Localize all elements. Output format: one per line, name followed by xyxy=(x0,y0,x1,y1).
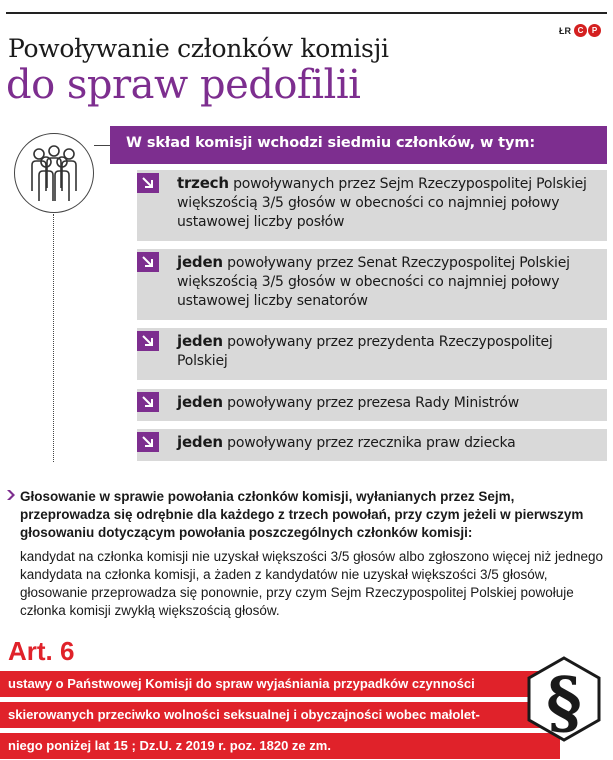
credit-logo-letter: P xyxy=(588,24,601,37)
article-line: niego poniżej lat 15 ; Dz.U. z 2019 r. poz. 1820 ze zm. xyxy=(0,733,560,759)
article-line: ustawy o Państwowej Komisji do spraw wyjaśniania przypadków czynności xyxy=(0,671,560,697)
people-group-icon xyxy=(14,133,94,213)
member-item xyxy=(137,249,607,320)
member-description: powoływanych przez Sejm Rzeczypospolitej Polskiej większością 3/5 głosów w obecności co najmniej połowy ustawowej liczby posłów xyxy=(177,176,587,230)
credit-logo xyxy=(574,24,601,37)
top-rule xyxy=(6,12,607,14)
member-count: jeden xyxy=(177,433,223,451)
member-text xyxy=(177,328,607,380)
member-description: powoływany przez rzecznika praw dziecka xyxy=(222,435,516,451)
arrow-down-right-icon xyxy=(137,331,159,351)
member-count: jeden xyxy=(177,332,223,350)
member-item xyxy=(137,389,607,421)
member-item xyxy=(137,170,607,241)
connector-line xyxy=(94,145,110,146)
credit xyxy=(559,24,601,37)
chevron-icon xyxy=(6,489,16,504)
title-line-2: do spraw pedofilii xyxy=(6,62,361,108)
member-description: powoływany przez prezydenta Rzeczypospolitej Polskiej xyxy=(177,334,553,369)
member-text xyxy=(177,170,607,241)
member-description: powoływany przez prezesa Rady Ministrów xyxy=(222,395,519,411)
arrow-down-right-icon xyxy=(137,432,159,452)
member-count: jeden xyxy=(177,393,223,411)
member-description: powoływany przez Senat Rzeczypospolitej Polskiej większością 3/5 głosów w obecności co najmniej połowy ustawowej liczby senatorów xyxy=(177,255,570,309)
article-title: Art. 6 xyxy=(8,636,75,666)
people-group-glyph xyxy=(24,145,84,203)
arrow-down-right-icon xyxy=(137,392,159,412)
member-item xyxy=(137,429,607,461)
arrow-down-right-icon xyxy=(137,252,159,272)
title-line-1: Powoływanie członków komisji xyxy=(8,34,389,63)
credit-logo-letter: C xyxy=(574,24,587,37)
members-header: W skład komisji wchodzi siedmiu członków, w tym: xyxy=(110,126,607,164)
member-item xyxy=(137,328,607,380)
voting-lead: Głosowanie w sprawie powołania członków komisji, wyłanianych przez Sejm, przeprowadza się odrębnie dla każdego z trzech powołań, przy czym jeżeli w pierwszym głosowaniu dotyczącym powołania poszczególnych członków komisji: xyxy=(20,489,584,540)
member-text xyxy=(177,389,519,421)
section-sign-glyph: § xyxy=(546,663,582,742)
member-count: jeden xyxy=(177,253,223,271)
article-line: skierowanych przeciwko wolności seksualnej i obyczajności wobec małolet- xyxy=(0,702,560,728)
member-text xyxy=(177,429,516,461)
member-count: trzech xyxy=(177,174,229,192)
section-sign-icon xyxy=(527,656,601,742)
voting-section xyxy=(6,488,606,620)
arrow-down-right-icon xyxy=(137,173,159,193)
voting-body: kandydat na członka komisji nie uzyskał większości 3/5 głosów albo zgłoszono więcej niż jednego kandydata na członka komisji, a żaden z kandydatów nie uzyskał większości 3/5 głosów, głosowanie przeprowadza się ponownie, przy czym Sejm Rzeczypospolitej Polskiej powołuje członka komisji zwykłą większością głosów. xyxy=(20,549,604,618)
member-text xyxy=(177,249,607,320)
credit-text: ŁR xyxy=(559,25,571,36)
timeline-line xyxy=(53,214,54,462)
